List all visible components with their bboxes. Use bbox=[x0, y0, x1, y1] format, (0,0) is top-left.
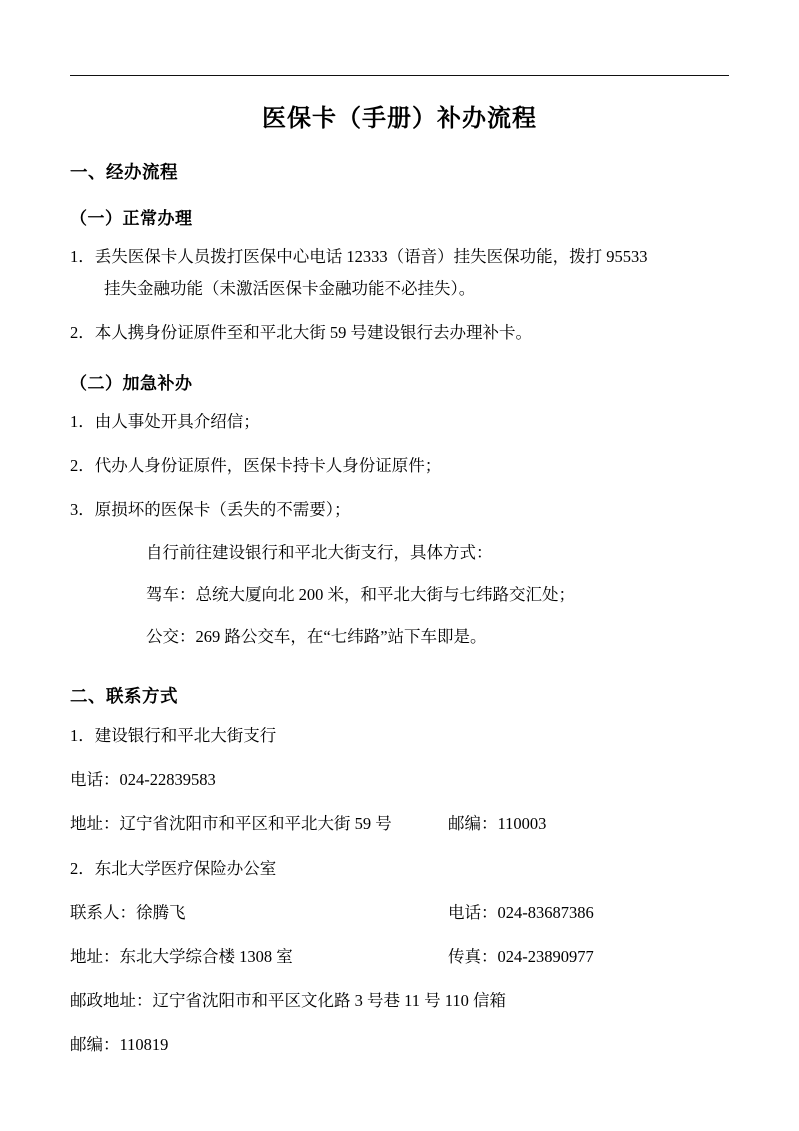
contact-name: 2．东北大学医疗保险办公室 bbox=[70, 858, 277, 878]
contact-row bbox=[70, 1029, 729, 1061]
contact-name: 1．建设银行和平北大街支行 bbox=[70, 726, 277, 746]
contact-field-right: 传真：024-23890977 bbox=[448, 947, 594, 966]
list-item-line-cont: 挂失金融功能（未激活医保卡金融功能不必挂失）。 bbox=[104, 278, 476, 298]
list-item bbox=[70, 494, 729, 526]
contact-row bbox=[70, 897, 729, 929]
section-heading-2: 二、联系方式 bbox=[70, 686, 178, 707]
contact-field-left: 邮政地址：辽宁省沈阳市和平区文化路 3 号巷 11 号 110 信箱 bbox=[70, 991, 507, 1011]
note-line: 驾车：总统大厦向北 200 米，和平北大街与七纬路交汇处； bbox=[146, 584, 575, 604]
list-item bbox=[70, 241, 729, 305]
list-item-line: 3．原损坏的医保卡（丢失的不需要）； bbox=[70, 500, 351, 520]
header-rule bbox=[70, 75, 729, 76]
list-item-line: 2．代办人身份证原件，医保卡持卡人身份证原件； bbox=[70, 456, 442, 476]
page-title: 医保卡（手册）补办流程 bbox=[262, 106, 537, 132]
subsection-heading-1-2: （二）加急补办 bbox=[70, 374, 193, 394]
contact-field-left: 电话：024-22839583 bbox=[70, 770, 216, 790]
contact-row bbox=[70, 808, 729, 840]
list-item bbox=[70, 406, 729, 438]
contact-field-left: 地址：辽宁省沈阳市和平区和平北大街 59 号 bbox=[70, 814, 392, 834]
subsection-heading-1-1: （一）正常办理 bbox=[70, 208, 193, 228]
contact-row bbox=[70, 941, 729, 973]
note-line: 公交：269 路公交车，在“七纬路”站下车即是。 bbox=[146, 626, 487, 646]
list-item bbox=[70, 450, 729, 482]
list-item-line: 1．由人事处开具介绍信； bbox=[70, 412, 260, 432]
list-item-line: 1．丢失医保卡人员拨打医保中心电话 12333（语音）挂失医保功能，拨打 95533 bbox=[70, 246, 648, 266]
contact-field-left: 联系人：徐腾飞 bbox=[70, 902, 186, 922]
contact-row bbox=[70, 764, 729, 796]
contact-field-right: 电话：024-83687386 bbox=[448, 902, 594, 922]
note-line: 自行前往建设银行和平北大街支行，具体方式： bbox=[146, 542, 493, 562]
contact-row bbox=[70, 985, 729, 1017]
list-item-line: 2．本人携身份证原件至和平北大街 59 号建设银行去办理补卡。 bbox=[70, 322, 532, 342]
contact-field-left: 地址：东北大学综合楼 1308 室 bbox=[70, 947, 293, 966]
contact-field-left: 邮编：110819 bbox=[70, 1035, 169, 1055]
list-item bbox=[70, 317, 729, 349]
contact-field-right: 邮编：110003 bbox=[448, 814, 547, 834]
section-heading-1: 一、经办流程 bbox=[70, 161, 178, 182]
